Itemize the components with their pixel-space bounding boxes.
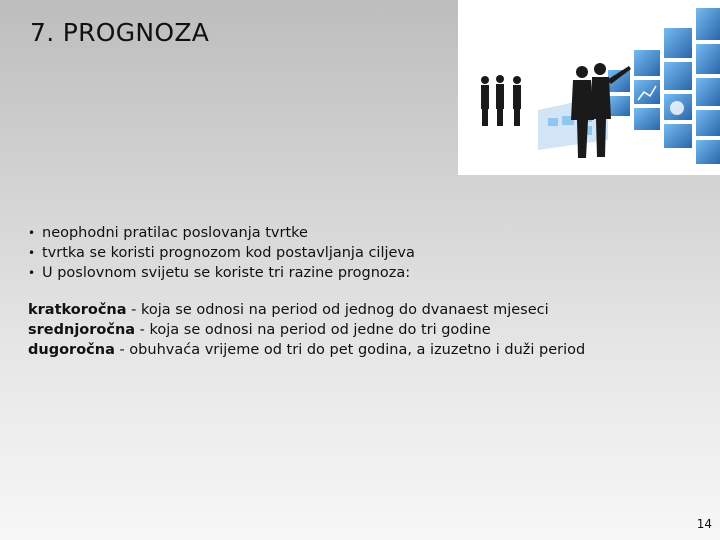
digital-panel-wall xyxy=(538,8,720,164)
forecast-types xyxy=(28,300,585,360)
page-number: 14 xyxy=(696,517,712,531)
business-people-image xyxy=(458,0,720,175)
bullet-list xyxy=(28,223,415,283)
slide-title: 7. PROGNOZA xyxy=(30,18,210,47)
background-people xyxy=(481,75,521,126)
forecast-type-row xyxy=(28,320,585,340)
forecast-description: - koja se odnosi na period od jedne do tri godine xyxy=(135,322,491,338)
bullet-item: • neophodni pratilac poslovanja tvrtke xyxy=(28,223,415,243)
forecast-description: - obuhvaća vrijeme od tri do pet godina, a izuzetno i duži period xyxy=(114,342,586,358)
bullet-item: • U poslovnom svijetu se koriste tri razine prognoza: xyxy=(28,263,415,283)
forecast-type-row xyxy=(28,300,585,320)
forecast-type-row xyxy=(28,340,585,360)
bullet-item: • tvrtka se koristi prognozom kod postavljanja ciljeva xyxy=(28,243,415,263)
business-illustration xyxy=(458,0,720,175)
forecast-term: kratkoročna xyxy=(28,302,127,318)
forecast-term: dugoročna xyxy=(28,342,115,358)
forecast-description: - koja se odnosi na period od jednog do dvanaest mjeseci xyxy=(126,302,549,318)
forecast-term: srednjoročna xyxy=(28,322,136,338)
